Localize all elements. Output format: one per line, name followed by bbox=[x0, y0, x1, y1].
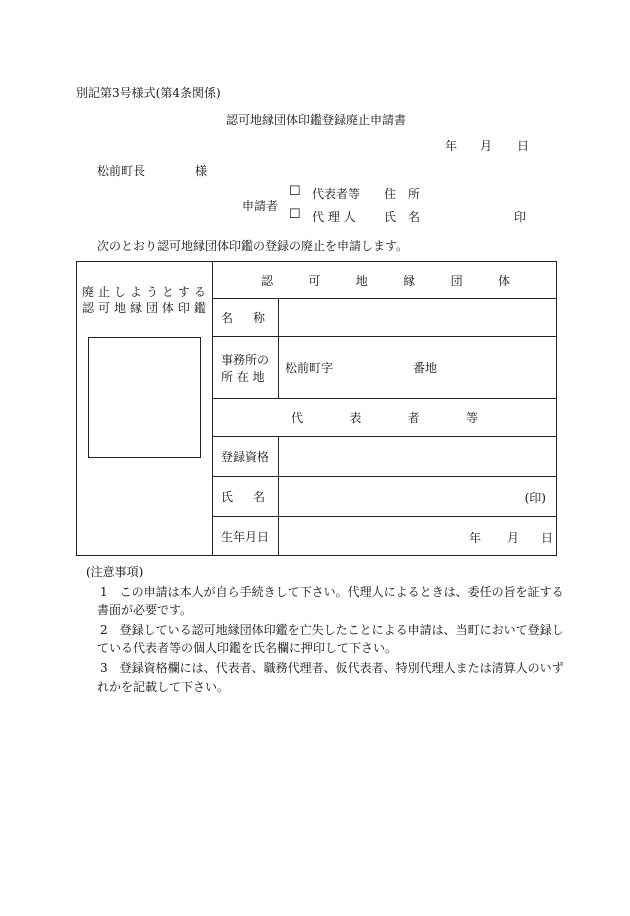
group-header-cell bbox=[213, 262, 557, 299]
intro-text: 次のとおり認可地縁団体印鑑の登録の廃止を申請します。 bbox=[97, 239, 409, 253]
birth-field[interactable] bbox=[279, 517, 557, 556]
date-day: 日 bbox=[517, 139, 530, 153]
office-address-label bbox=[213, 337, 279, 399]
option-agent: 代 理 人 bbox=[312, 210, 356, 224]
qualification-field[interactable] bbox=[279, 437, 557, 477]
note-2-line2: ている代表者等の個人印鑑を氏名欄に押印して下さい。 bbox=[97, 641, 398, 655]
birth-label: 生年月日 bbox=[213, 517, 279, 556]
rep-header: 代 表 者 等 bbox=[291, 411, 478, 425]
stamp-label bbox=[82, 284, 206, 316]
stamp-label-line1: 廃 止 し よ う と す る bbox=[82, 285, 206, 299]
birth-year: 年 bbox=[469, 531, 482, 545]
group-name-field[interactable] bbox=[279, 299, 557, 337]
note-1-line2: 書面が必要です。 bbox=[97, 603, 193, 617]
applicant-label: 申請者 bbox=[242, 199, 279, 213]
rep-name-label: 氏 名 bbox=[213, 477, 279, 517]
group-header: 認 可 地 縁 団 体 bbox=[261, 273, 510, 288]
note-1-line1: 1 この申請は本人が自ら手続きして下さい。代理人によるときは、委任の旨を証する bbox=[100, 585, 564, 599]
date-month: 月 bbox=[480, 139, 493, 153]
form-reference: 別記第3号様式(第4条関係) bbox=[76, 86, 221, 100]
office-prefix: 松前町字 bbox=[285, 361, 334, 375]
name-label: 氏 名 bbox=[384, 210, 421, 224]
office-label-line2: 所 在 地 bbox=[221, 369, 265, 384]
stamp-impression-box[interactable] bbox=[88, 337, 201, 458]
page-title: 認可地縁団体印鑑登録廃止申請書 bbox=[226, 113, 407, 127]
applicant-seal: 印 bbox=[514, 210, 527, 224]
office-label-line1: 事務所の bbox=[221, 352, 270, 367]
checkbox-agent[interactable]: ☐ bbox=[289, 207, 301, 222]
stamp-label-line2: 認 可 地 縁 団 体 印 鑑 bbox=[82, 301, 206, 315]
addressee-honorific: 様 bbox=[195, 164, 208, 178]
qualification-label: 登録資格 bbox=[213, 437, 279, 477]
office-address-field[interactable] bbox=[279, 337, 557, 399]
checkbox-representative[interactable]: ☐ bbox=[289, 184, 301, 199]
birth-day: 日 bbox=[541, 531, 554, 545]
rep-header-cell bbox=[213, 399, 557, 437]
note-2-line1: 2 登録している認可地縁団体印鑑を亡失したことによる申請は、当町において登録し bbox=[100, 623, 564, 637]
note-3-line2: れかを記載して下さい。 bbox=[97, 680, 230, 694]
address-label: 住 所 bbox=[384, 187, 421, 201]
date-year: 年 bbox=[445, 139, 458, 153]
addressee-name: 松前町長 bbox=[97, 164, 146, 178]
birth-month: 月 bbox=[507, 531, 520, 545]
rep-name-field[interactable] bbox=[279, 477, 557, 517]
notes-heading: (注意事項) bbox=[86, 565, 144, 579]
group-name-label: 名 称 bbox=[213, 299, 279, 337]
option-representative: 代表者等 bbox=[312, 187, 361, 201]
rep-seal: (印) bbox=[524, 491, 546, 505]
note-3-line1: 3 登録資格欄には、代表者、職務代理者、仮代表者、特別代理人または清算人のいず bbox=[100, 661, 564, 675]
office-suffix: 番地 bbox=[413, 361, 438, 375]
